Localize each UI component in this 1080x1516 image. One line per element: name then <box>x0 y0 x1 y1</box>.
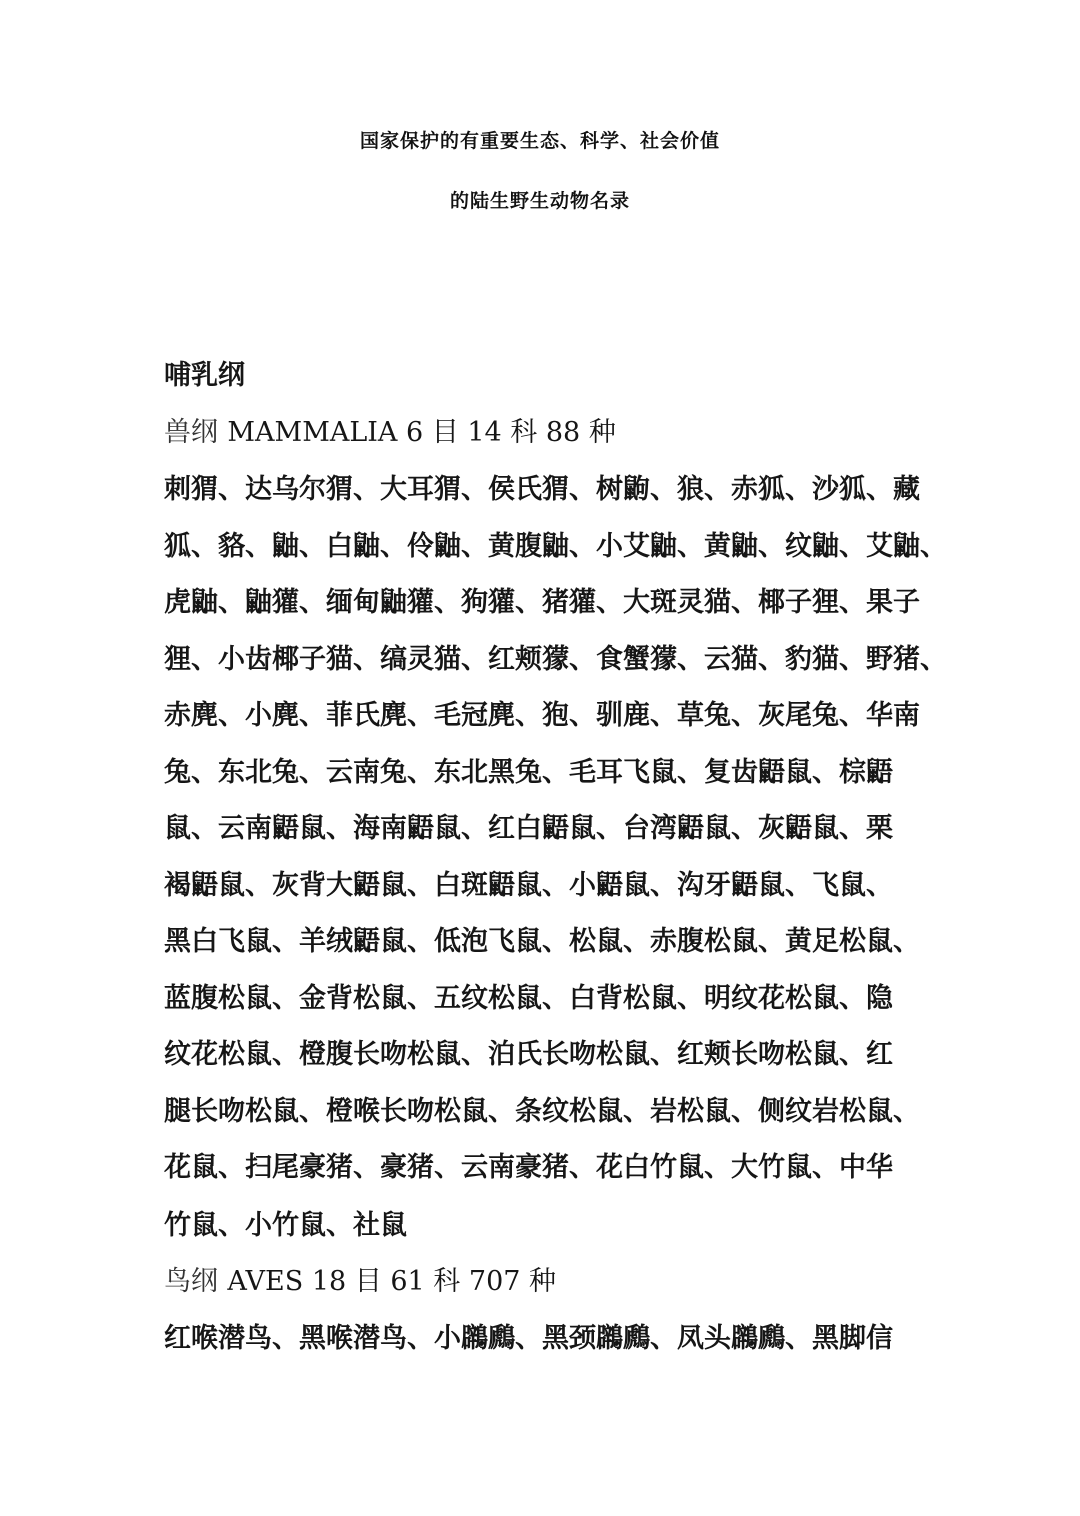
mammal-species-line: 蓝腹松鼠、金背松鼠、五纹松鼠、白背松鼠、明纹花松鼠、隐 <box>164 983 893 1014</box>
mammal-species-line: 狐、貉、鼬、白鼬、伶鼬、黄腹鼬、小艾鼬、黄鼬、纹鼬、艾鼬、 <box>164 531 947 562</box>
mammal-species-line: 兔、东北兔、云南兔、东北黑兔、毛耳飞鼠、复齿鼯鼠、棕鼯 <box>164 757 893 788</box>
mammal-species-line: 纹花松鼠、橙腹长吻松鼠、泊氏长吻松鼠、红颊长吻松鼠、红 <box>164 1039 893 1070</box>
mammal-species-line: 赤麂、小麂、菲氏麂、毛冠麂、狍、驯鹿、草兔、灰尾兔、华南 <box>164 700 920 731</box>
mammal-class-subheading <box>164 415 616 451</box>
mammal-class-subheading-detail: MAMMALIA 6 目 14 科 88 种 <box>227 417 616 448</box>
mammal-species-line: 竹鼠、小竹鼠、社鼠 <box>164 1210 407 1241</box>
mammal-class-subheading-cn: 兽纲 <box>164 417 218 448</box>
mammal-class-heading: 哺乳纲 <box>164 360 245 391</box>
mammal-species-line: 狸、小齿椰子猫、缟灵猫、红颊獴、食蟹獴、云猫、豹猫、野猪、 <box>164 644 947 675</box>
mammal-species-line: 鼠、云南鼯鼠、海南鼯鼠、红白鼯鼠、台湾鼯鼠、灰鼯鼠、栗 <box>164 813 893 844</box>
bird-class-heading-detail: AVES 18 目 61 科 707 种 <box>227 1266 557 1297</box>
bird-class-heading <box>164 1264 556 1300</box>
mammal-species-line: 虎鼬、鼬獾、缅甸鼬獾、狗獾、猪獾、大斑灵猫、椰子狸、果子 <box>164 587 920 618</box>
bird-class-heading-cn: 鸟纲 <box>164 1266 218 1297</box>
mammal-species-line: 花鼠、扫尾豪猪、豪猪、云南豪猪、花白竹鼠、大竹鼠、中华 <box>164 1152 893 1183</box>
bird-species-line: 红喉潜鸟、黑喉潜鸟、小鸊鷉、黑颈鸊鷉、凤头鸊鷉、黑脚信 <box>164 1323 893 1354</box>
mammal-species-line: 腿长吻松鼠、橙喉长吻松鼠、条纹松鼠、岩松鼠、侧纹岩松鼠、 <box>164 1096 920 1127</box>
mammal-species-line: 黑白飞鼠、羊绒鼯鼠、低泡飞鼠、松鼠、赤腹松鼠、黄足松鼠、 <box>164 926 920 957</box>
mammal-species-line: 刺猬、达乌尔猬、大耳猬、侯氏猬、树鼩、狼、赤狐、沙狐、藏 <box>164 474 920 505</box>
mammal-species-line: 褐鼯鼠、灰背大鼯鼠、白斑鼯鼠、小鼯鼠、沟牙鼯鼠、飞鼠、 <box>164 870 893 901</box>
document-title-line-1: 国家保护的有重要生态、科学、社会价值 <box>359 130 720 152</box>
document-title-line-2: 的陆生野生动物名录 <box>449 190 630 212</box>
